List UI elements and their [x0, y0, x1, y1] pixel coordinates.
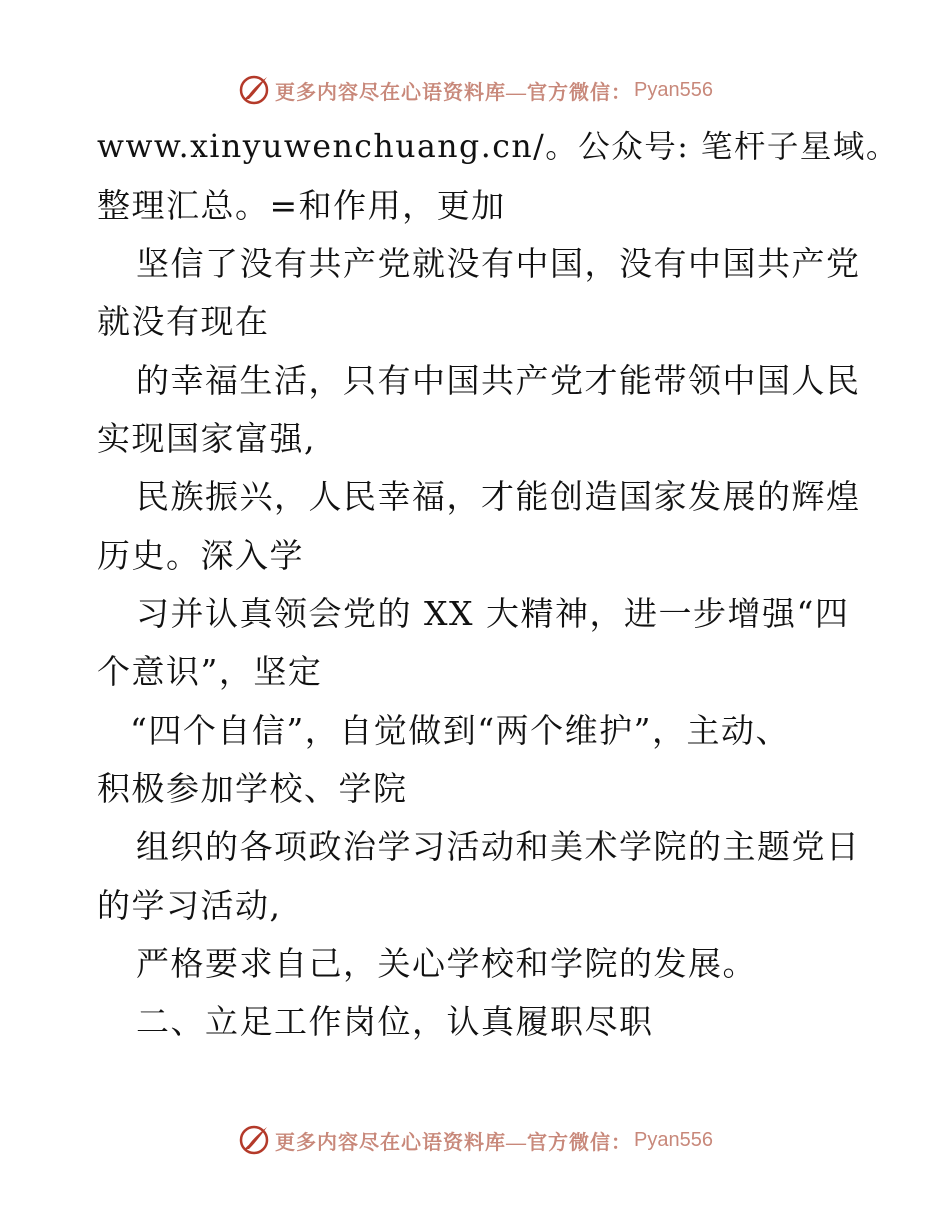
- text-line: “四个自信”，自觉做到“两个维护”，主动、: [130, 711, 790, 750]
- text-line: 个意识”，坚定: [97, 652, 323, 691]
- text-line: 习并认真领会党的 XX 大精神，进一步增强“四: [136, 594, 850, 633]
- text-line: 积极参加学校、学院: [97, 769, 408, 808]
- text-line: 就没有现在: [97, 302, 270, 341]
- banner-wechat-id: Pyan556: [634, 1128, 713, 1151]
- text-line: 历史。深入学: [97, 536, 304, 575]
- quill-circle-logo-icon: [237, 1123, 271, 1157]
- text-line: 组织的各项政治学习活动和美术学院的主题党日: [136, 827, 861, 866]
- text-line: 民族振兴，人民幸福，才能创造国家发展的辉煌: [136, 477, 861, 516]
- text-line: 的幸福生活，只有中国共产党才能带领中国人民: [136, 361, 861, 400]
- text-line: 整理汇总。=和作用，更加: [97, 186, 506, 225]
- text-line: 严格要求自己，关心学校和学院的发展。: [136, 944, 757, 983]
- footer-banner: [0, 1120, 950, 1160]
- text-line: www.xinyuwenchuang.cn/。公众号: 笔杆子星域。: [97, 129, 899, 165]
- banner-text: 更多内容尽在心语资料库—官方微信：: [275, 81, 633, 104]
- text-line: 实现国家富强,: [97, 419, 316, 458]
- banner-text: 更多内容尽在心语资料库—官方微信：: [275, 1131, 633, 1154]
- text-line: 二、立足工作岗位，认真履职尽职: [136, 1002, 654, 1041]
- text-line: 坚信了没有共产党就没有中国，没有中国共产党: [136, 244, 861, 283]
- text-line: 的学习活动,: [97, 886, 282, 925]
- banner-wechat-id: Pyan556: [634, 78, 713, 101]
